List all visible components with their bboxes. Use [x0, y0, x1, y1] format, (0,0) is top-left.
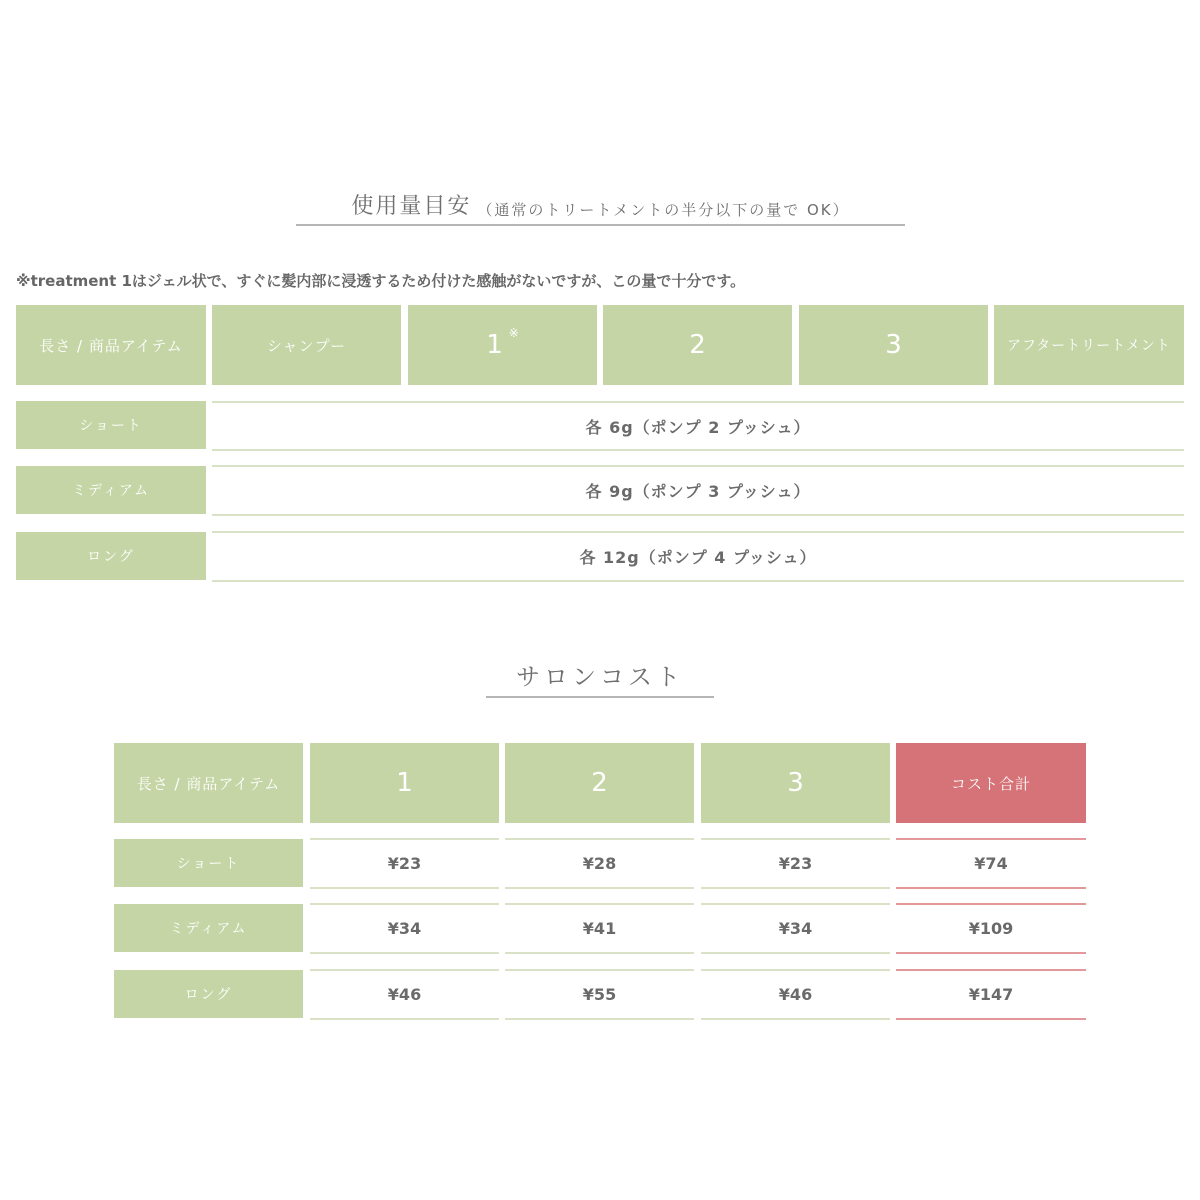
cost-header-treatment-1: 1 — [310, 743, 499, 823]
usage-header-treatment-3: 3 — [799, 305, 988, 385]
usage-row-amount-medium: 各 9g（ポンプ 3 プッシュ） — [212, 465, 1184, 516]
usage-header-treatment-1-number: 1 — [486, 330, 503, 360]
usage-header-treatment-2: 2 — [603, 305, 792, 385]
usage-header-shampoo: シャンプー — [212, 305, 401, 385]
usage-title-main: 使用量目安 — [351, 194, 472, 219]
usage-header-note-mark: ※ — [508, 326, 519, 340]
cost-short-1: ¥23 — [310, 838, 499, 889]
cost-long-total: ¥147 — [896, 969, 1086, 1020]
usage-title-sub: （通常のトリートメントの半分以下の量で OK） — [477, 201, 850, 219]
cost-title: サロンコスト — [486, 662, 714, 698]
cost-medium-1: ¥34 — [310, 903, 499, 954]
usage-title — [296, 190, 905, 226]
cost-long-2: ¥55 — [505, 969, 694, 1020]
cost-long-3: ¥46 — [701, 969, 890, 1020]
usage-row-amount-short: 各 6g（ポンプ 2 プッシュ） — [212, 401, 1184, 451]
cost-medium-3: ¥34 — [701, 903, 890, 954]
usage-header-label: 長さ / 商品アイテム — [16, 305, 206, 385]
cost-short-2: ¥28 — [505, 838, 694, 889]
cost-header-treatment-3: 3 — [701, 743, 890, 823]
cost-short-3: ¥23 — [701, 838, 890, 889]
cost-medium-total: ¥109 — [896, 903, 1086, 954]
cost-row-label-medium: ミディアム — [114, 904, 303, 952]
cost-header-label: 長さ / 商品アイテム — [114, 743, 303, 823]
usage-header-treatment-1 — [408, 305, 597, 385]
cost-medium-2: ¥41 — [505, 903, 694, 954]
usage-note: ※treatment 1はジェル状で、すぐに髪内部に浸透するため付けた感触がないですが、この量で十分です。 — [16, 272, 746, 290]
cost-header-total: コスト合計 — [896, 743, 1086, 823]
usage-row-amount-long: 各 12g（ポンプ 4 プッシュ） — [212, 531, 1184, 582]
cost-long-1: ¥46 — [310, 969, 499, 1020]
usage-header-after-treatment: アフタートリートメント — [994, 305, 1184, 385]
usage-row-label-medium: ミディアム — [16, 466, 206, 514]
usage-row-label-short: ショート — [16, 401, 206, 449]
cost-row-label-long: ロング — [114, 970, 303, 1018]
cost-short-total: ¥74 — [896, 838, 1086, 889]
cost-header-treatment-2: 2 — [505, 743, 694, 823]
usage-row-label-long: ロング — [16, 532, 206, 580]
cost-row-label-short: ショート — [114, 839, 303, 887]
